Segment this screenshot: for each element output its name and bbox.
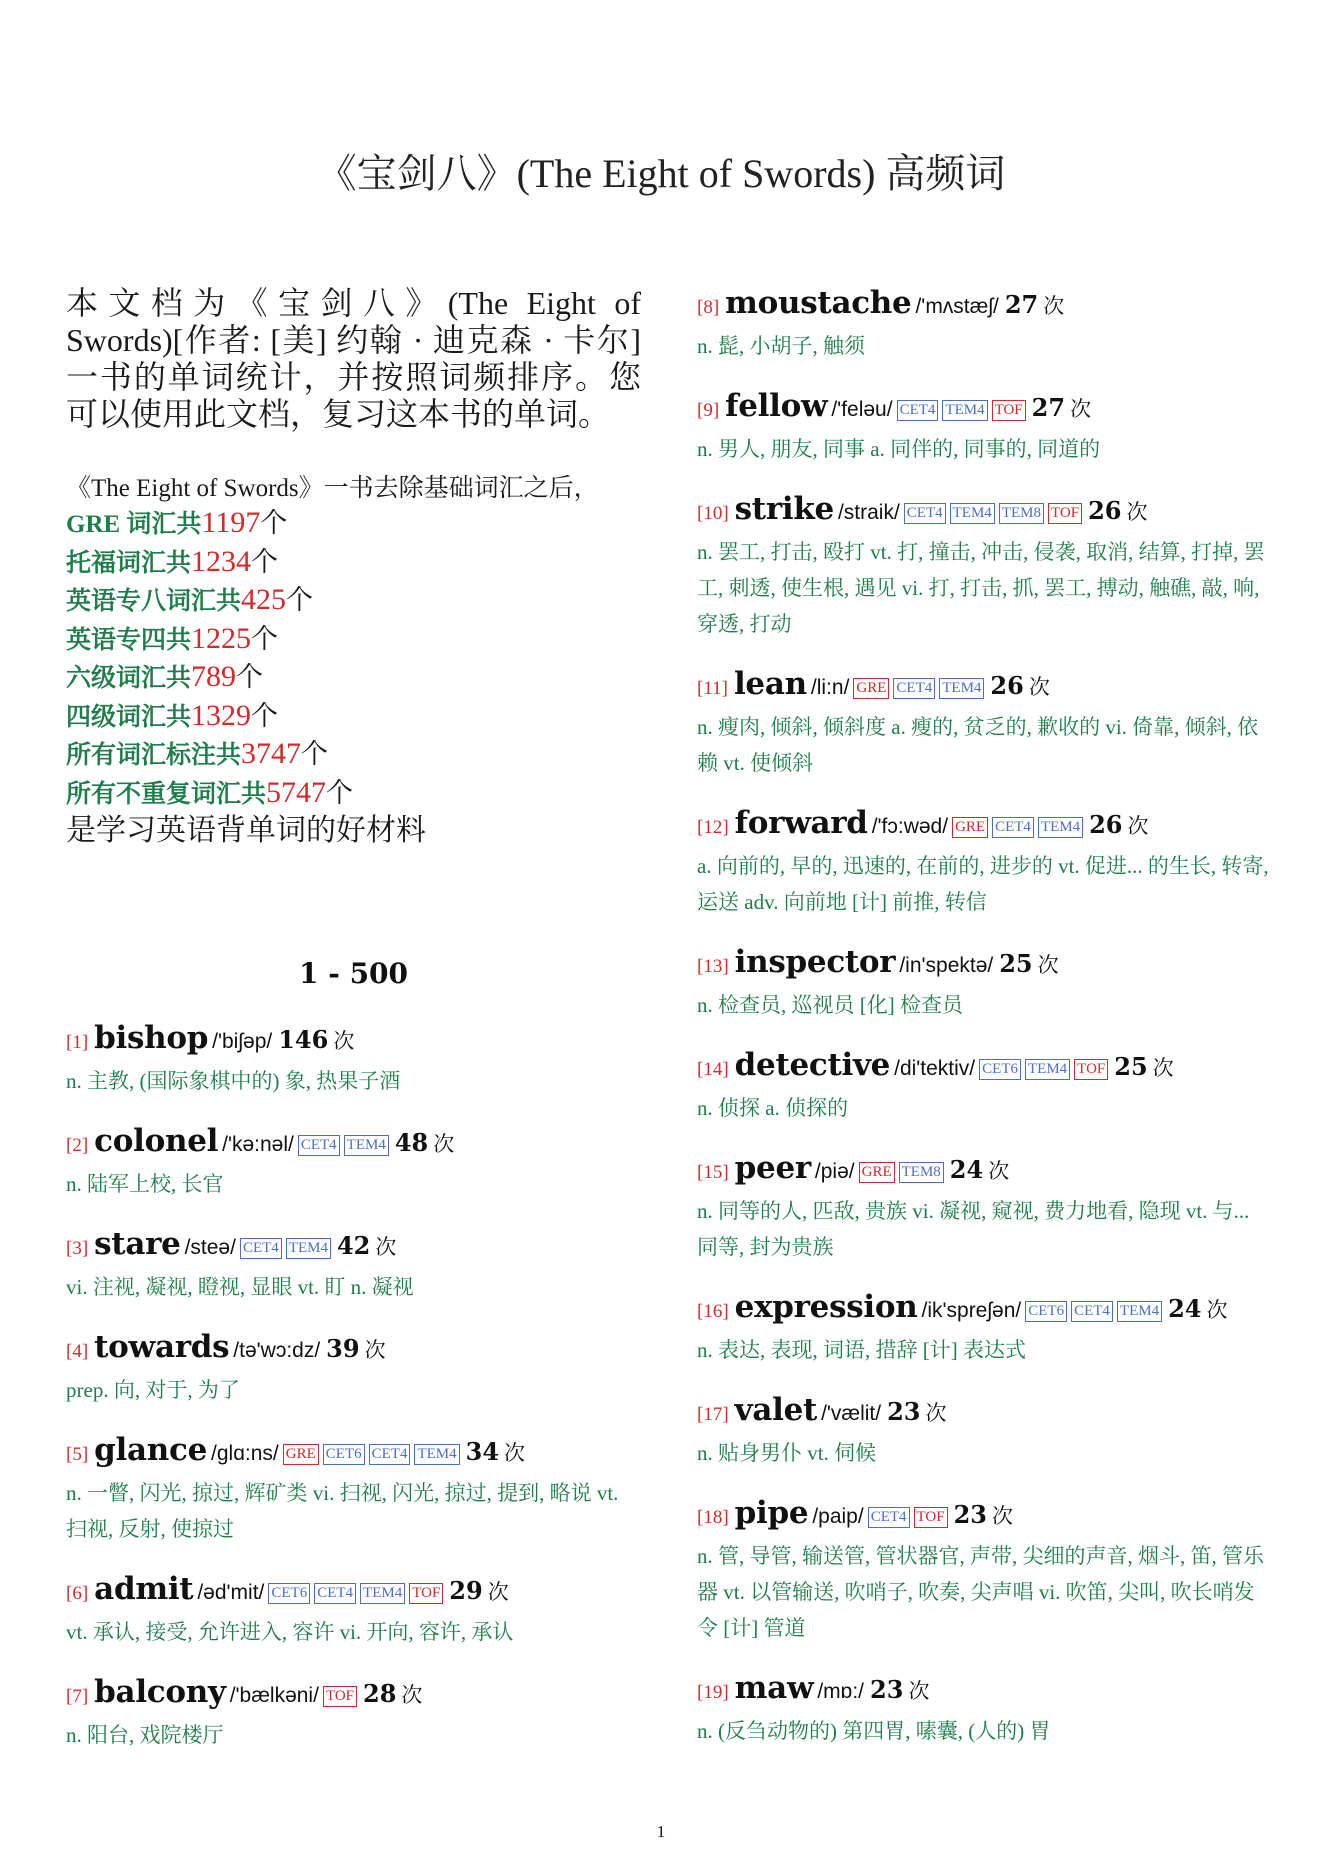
word-entry	[697, 388, 1272, 467]
entry-frequency: 24	[949, 1155, 984, 1184]
stat-unit: 个	[260, 508, 288, 538]
right-entry-list	[697, 285, 1272, 1749]
stat-line	[66, 775, 641, 814]
word-entry	[697, 1670, 1272, 1749]
frequency-unit: 次	[364, 1338, 386, 1362]
entry-headline	[697, 944, 1272, 985]
entry-headline	[697, 1047, 1272, 1088]
entry-headline	[66, 1020, 641, 1061]
exam-tag: TEM4	[1038, 817, 1083, 838]
exam-tag: TEM4	[344, 1135, 389, 1156]
word-entry	[66, 1329, 641, 1408]
stats-closing: 是学习英语背单词的好材料	[66, 814, 426, 847]
entry-phonetic: /'kə:nəl/	[222, 1133, 294, 1156]
entry-phonetic: /'bælkəni/	[229, 1684, 319, 1707]
stat-unit: 个	[251, 546, 279, 577]
exam-tag: GRE	[853, 678, 889, 699]
stat-unit: 个	[286, 585, 314, 615]
frequency-unit: 次	[504, 1441, 526, 1465]
entry-index: [11]	[697, 678, 728, 699]
entry-word: forward	[734, 805, 868, 841]
entry-definition: n. 瘦肉, 倾斜, 倾斜度 a. 瘦的, 贫乏的, 歉收的 vi. 倚靠, 倾斜, 依赖 vt. 使倾斜	[697, 715, 1259, 775]
entry-phonetic: /di'tektiv/	[894, 1057, 976, 1080]
entry-index: [17]	[697, 1404, 729, 1425]
entry-frequency: 26	[1088, 496, 1122, 525]
stat-count: 1225	[191, 621, 252, 655]
entry-definition: n. 阳台, 戏院楼厅	[66, 1723, 224, 1747]
entry-headline	[66, 1571, 641, 1612]
exam-tag: CET6	[1025, 1301, 1067, 1322]
entry-index: [9]	[697, 400, 720, 421]
entry-phonetic: /tə'wɔ:dz/	[233, 1339, 321, 1362]
exam-tag: TEM8	[999, 503, 1044, 524]
frequency-unit: 次	[401, 1683, 423, 1707]
entry-frequency: 34	[465, 1437, 500, 1466]
frequency-unit: 次	[992, 1504, 1014, 1528]
left-entry-list	[66, 1020, 641, 1753]
exam-tag: TEM4	[950, 503, 995, 524]
entry-definition: n. 主教, (国际象棋中的) 象, 热果子酒	[66, 1069, 401, 1093]
exam-tag: TOF	[992, 400, 1026, 421]
entry-frequency: 42	[336, 1231, 371, 1260]
stat-count: 1329	[191, 698, 252, 732]
stat-label: 托福词汇共	[66, 549, 192, 577]
page-number: 1	[656, 1822, 666, 1841]
exam-tag: CET6	[323, 1444, 365, 1465]
entry-phonetic: /ik'spreʃən/	[921, 1299, 1022, 1322]
entry-word: glance	[94, 1432, 208, 1468]
stat-label: GRE 词汇共	[66, 511, 202, 538]
entry-index: [16]	[697, 1301, 729, 1322]
stat-unit: 个	[236, 662, 264, 692]
entry-word: admit	[94, 1571, 194, 1607]
entry-index: [10]	[697, 503, 729, 524]
exam-tag: TEM8	[899, 1162, 944, 1183]
entry-definition: prep. 向, 对于, 为了	[66, 1378, 240, 1402]
exam-tag: CET4	[314, 1583, 356, 1604]
entry-phonetic: /glɑ:ns/	[211, 1442, 279, 1465]
stats-list	[66, 505, 641, 813]
exam-tag: CET4	[992, 817, 1034, 838]
exam-tag: TEM4	[360, 1583, 405, 1604]
entry-index: [3]	[66, 1238, 89, 1259]
exam-tag: CET4	[298, 1135, 340, 1156]
entry-definition: n. 同等的人, 匹敌, 贵族 vi. 凝视, 窥视, 费力地看, 隐现 vt. 与... 同等, 封为贵族	[697, 1199, 1250, 1259]
entry-frequency: 29	[449, 1576, 483, 1605]
word-entry	[66, 1123, 641, 1202]
entry-definition: n. 一瞥, 闪光, 掠过, 辉矿类 vi. 扫视, 闪光, 掠过, 提到, 略说 vt. 扫视, 反射, 使掠过	[66, 1481, 619, 1541]
exam-tag: TEM4	[1025, 1059, 1070, 1080]
exam-tag: TOF	[409, 1583, 443, 1604]
exam-tag: TOF	[1048, 503, 1082, 524]
exam-tag: CET4	[897, 400, 939, 421]
stat-unit: 个	[251, 700, 279, 731]
entry-phonetic: /li:n/	[810, 676, 850, 699]
frequency-unit: 次	[487, 1580, 509, 1604]
stat-count: 1197	[201, 506, 261, 539]
entry-headline	[697, 666, 1272, 707]
entry-word: peer	[734, 1150, 811, 1186]
stat-line	[66, 582, 641, 621]
entry-headline	[66, 1329, 641, 1370]
entry-word: bishop	[94, 1020, 209, 1056]
stat-label: 六级词汇共	[66, 665, 192, 692]
stat-line	[66, 621, 641, 660]
entry-phonetic: /paip/	[812, 1505, 864, 1528]
word-entry	[697, 805, 1272, 920]
word-entry	[66, 1020, 641, 1099]
word-entry	[697, 1150, 1272, 1265]
entry-frequency: 27	[1031, 393, 1066, 422]
exam-tag: TOF	[1074, 1059, 1108, 1080]
entry-frequency: 25	[1114, 1052, 1148, 1081]
frequency-unit: 次	[1126, 500, 1148, 524]
entry-headline	[697, 1289, 1272, 1330]
entry-headline	[697, 1150, 1272, 1191]
entry-phonetic: /'feləu/	[831, 398, 893, 421]
entry-phonetic: /straik/	[837, 501, 900, 524]
left-column	[66, 285, 641, 1777]
word-entry	[697, 1495, 1272, 1646]
entry-frequency: 25	[999, 949, 1033, 978]
stat-line	[66, 659, 641, 698]
entry-frequency: 24	[1168, 1294, 1202, 1323]
word-entry	[697, 1289, 1272, 1368]
stat-label: 四级词汇共	[66, 703, 192, 731]
entry-index: [5]	[66, 1444, 89, 1465]
entry-definition: n. 侦探 a. 侦探的	[697, 1096, 849, 1120]
word-entry	[697, 1047, 1272, 1126]
exam-tag: TOF	[323, 1686, 357, 1707]
range-heading: 1 - 500	[298, 957, 409, 990]
word-entry	[697, 285, 1272, 364]
frequency-unit: 次	[433, 1132, 455, 1156]
right-column	[697, 285, 1272, 1773]
stat-count: 1234	[191, 544, 252, 578]
vocabulary-stats	[66, 473, 641, 849]
entry-definition: n. 贴身男仆 vt. 伺候	[697, 1441, 877, 1465]
word-entry	[66, 1226, 641, 1305]
exam-tag: CET4	[240, 1238, 282, 1259]
entry-index: [15]	[697, 1162, 729, 1183]
exam-tag: GRE	[859, 1162, 895, 1183]
entry-word: fellow	[725, 388, 828, 424]
stat-count: 789	[191, 660, 237, 693]
exam-tag: CET4	[868, 1507, 910, 1528]
exam-tag: CET4	[1071, 1301, 1113, 1322]
entry-frequency: 23	[870, 1675, 904, 1704]
entry-index: [4]	[66, 1341, 89, 1362]
exam-tag: CET6	[268, 1583, 310, 1604]
frequency-unit: 次	[375, 1235, 397, 1259]
frequency-unit: 次	[908, 1679, 930, 1703]
entry-phonetic: /mɒ:/	[817, 1680, 865, 1703]
entry-phonetic: /əd'mit/	[197, 1581, 265, 1604]
entry-phonetic: /steə/	[184, 1236, 236, 1259]
exam-tag: GRE	[283, 1444, 319, 1465]
entry-word: valet	[734, 1392, 818, 1428]
entry-phonetic: /'fɔ:wəd/	[871, 815, 949, 838]
entry-headline	[697, 491, 1272, 532]
entry-headline	[66, 1432, 641, 1473]
entry-phonetic: /in'spektə/	[899, 954, 994, 977]
exam-tag: TEM4	[1117, 1301, 1162, 1322]
entry-headline	[697, 388, 1272, 429]
entry-word: detective	[734, 1047, 891, 1083]
stat-label: 英语专八词汇共	[66, 588, 242, 615]
word-entry	[697, 1392, 1272, 1471]
entry-definition: n. 管, 导管, 输送管, 管状器官, 声带, 尖细的声音, 烟斗, 笛, 管乐器 vt. 以管输送, 吹哨子, 吹奏, 尖声唱 vi. 吹笛, 尖叫, 吹长哨发令 [计] 管道	[697, 1544, 1264, 1640]
entry-frequency: 48	[394, 1128, 429, 1157]
entry-word: expression	[734, 1289, 918, 1325]
entry-definition: n. 男人, 朋友, 同事 a. 同伴的, 同事的, 同道的	[697, 437, 1101, 461]
exam-tag: CET4	[369, 1444, 411, 1465]
entry-word: pipe	[734, 1495, 809, 1531]
page-title: 《宝剑八》(The Eight of Swords) 高频词	[316, 151, 1006, 196]
entry-definition: n. 罢工, 打击, 殴打 vt. 打, 撞击, 冲击, 侵袭, 取消, 结算, 打掉, 罢工, 刺透, 使生根, 遇见 vi. 打, 打击, 抓, 罢工, 搏动, 触礁, 敲, 响, 穿透, 打动	[697, 540, 1265, 636]
frequency-unit: 次	[1037, 953, 1059, 977]
entry-word: moustache	[725, 285, 912, 321]
word-entry	[66, 1571, 641, 1650]
entry-index: [14]	[697, 1059, 729, 1080]
word-entry	[66, 1432, 641, 1547]
exam-tag: CET6	[979, 1059, 1021, 1080]
entry-headline	[697, 285, 1272, 326]
entry-frequency: 26	[990, 671, 1024, 700]
entry-word: maw	[734, 1670, 814, 1706]
entry-headline	[66, 1226, 641, 1267]
entry-definition: n. 检查员, 巡视员 [化] 检查员	[697, 993, 963, 1017]
entry-frequency: 39	[326, 1334, 360, 1363]
exam-tag: TEM4	[942, 400, 987, 421]
entry-phonetic: /'mʌstæʃ/	[915, 295, 999, 318]
exam-tag: TEM4	[414, 1444, 459, 1465]
entry-index: [19]	[697, 1682, 729, 1703]
entry-word: stare	[94, 1226, 181, 1262]
entry-index: [12]	[697, 817, 729, 838]
stat-unit: 个	[301, 739, 329, 769]
entry-index: [18]	[697, 1507, 729, 1528]
entry-index: [13]	[697, 956, 729, 977]
entry-definition: vt. 承认, 接受, 允许进入, 容许 vi. 开向, 容许, 承认	[66, 1620, 514, 1644]
entry-headline	[697, 1392, 1272, 1433]
entry-index: [1]	[66, 1032, 89, 1053]
frequency-unit: 次	[1028, 675, 1050, 699]
stat-count: 5747	[266, 775, 327, 809]
entry-index: [2]	[66, 1135, 89, 1156]
frequency-unit: 次	[925, 1401, 947, 1425]
exam-tag: GRE	[952, 817, 988, 838]
stat-count: 425	[241, 583, 287, 616]
word-entry	[697, 944, 1272, 1023]
entry-index: [6]	[66, 1583, 89, 1604]
frequency-unit: 次	[988, 1159, 1010, 1183]
entry-word: colonel	[94, 1123, 219, 1159]
stat-unit: 个	[326, 777, 354, 808]
exam-tag: CET4	[904, 503, 946, 524]
stat-line	[66, 505, 641, 544]
exam-tag: TOF	[914, 1507, 948, 1528]
exam-tag: CET4	[893, 678, 935, 699]
stat-line	[66, 736, 641, 775]
stat-count: 3747	[241, 737, 302, 770]
entry-headline	[66, 1674, 641, 1715]
intro-paragraph: 本文档为《宝剑八》(The Eight of Swords)[作者: [美] 约翰 · 迪克森 · 卡尔] 一书的单词统计，并按照词频排序。您可以使用此文档，复习这本书的单词。	[66, 285, 641, 432]
entry-index: [8]	[697, 297, 720, 318]
stat-label: 所有词汇标注共	[66, 742, 242, 769]
entry-definition: n. (反刍动物的) 第四胃, 嗉囊, (人的) 胃	[697, 1719, 1051, 1743]
entry-word: balcony	[94, 1674, 226, 1710]
stat-unit: 个	[251, 623, 279, 654]
entry-frequency: 28	[363, 1679, 397, 1708]
stat-label: 英语专四共	[66, 626, 192, 654]
entry-word: inspector	[734, 944, 896, 980]
frequency-unit: 次	[1127, 814, 1149, 838]
exam-tag: TEM4	[939, 678, 984, 699]
entry-definition: n. 陆军上校, 长官	[66, 1172, 224, 1196]
stat-line	[66, 698, 641, 737]
entry-word: towards	[94, 1329, 230, 1365]
word-entry	[697, 666, 1272, 781]
entry-frequency: 27	[1004, 290, 1039, 319]
entry-definition: n. 髭, 小胡子, 触须	[697, 334, 865, 358]
word-entry	[697, 491, 1272, 642]
entry-definition: n. 表达, 表现, 词语, 措辞 [计] 表达式	[697, 1338, 1026, 1362]
frequency-unit: 次	[1206, 1298, 1228, 1322]
entry-frequency: 26	[1089, 810, 1123, 839]
entry-frequency: 146	[278, 1025, 329, 1054]
entry-frequency: 23	[887, 1397, 921, 1426]
entry-headline	[697, 805, 1272, 846]
entry-frequency: 23	[953, 1500, 988, 1529]
entry-definition: vi. 注视, 凝视, 瞪视, 显眼 vt. 盯 n. 凝视	[66, 1275, 414, 1299]
entry-headline	[697, 1670, 1272, 1711]
entry-word: lean	[733, 666, 807, 702]
exam-tag: TEM4	[286, 1238, 331, 1259]
entry-word: strike	[734, 491, 834, 527]
frequency-unit: 次	[1070, 397, 1092, 421]
frequency-unit: 次	[1152, 1056, 1174, 1080]
frequency-unit: 次	[333, 1029, 355, 1053]
stat-label: 所有不重复词汇共	[66, 780, 267, 808]
entry-index: [7]	[66, 1686, 89, 1707]
entry-phonetic: /'vælit/	[821, 1402, 882, 1425]
entry-headline	[66, 1123, 641, 1164]
entry-headline	[697, 1495, 1272, 1536]
frequency-unit: 次	[1043, 294, 1065, 318]
word-entry	[66, 1674, 641, 1753]
stats-lead: 《The Eight of Swords》一书去除基础词汇之后，	[66, 475, 599, 502]
stat-line	[66, 544, 641, 583]
entry-phonetic: /piə/	[814, 1160, 855, 1183]
entry-phonetic: /'biʃəp/	[212, 1030, 273, 1053]
entry-definition: a. 向前的, 早的, 迅速的, 在前的, 进步的 vt. 促进... 的生长, 转寄, 运送 adv. 向前地 [计] 前推, 转信	[697, 854, 1269, 914]
